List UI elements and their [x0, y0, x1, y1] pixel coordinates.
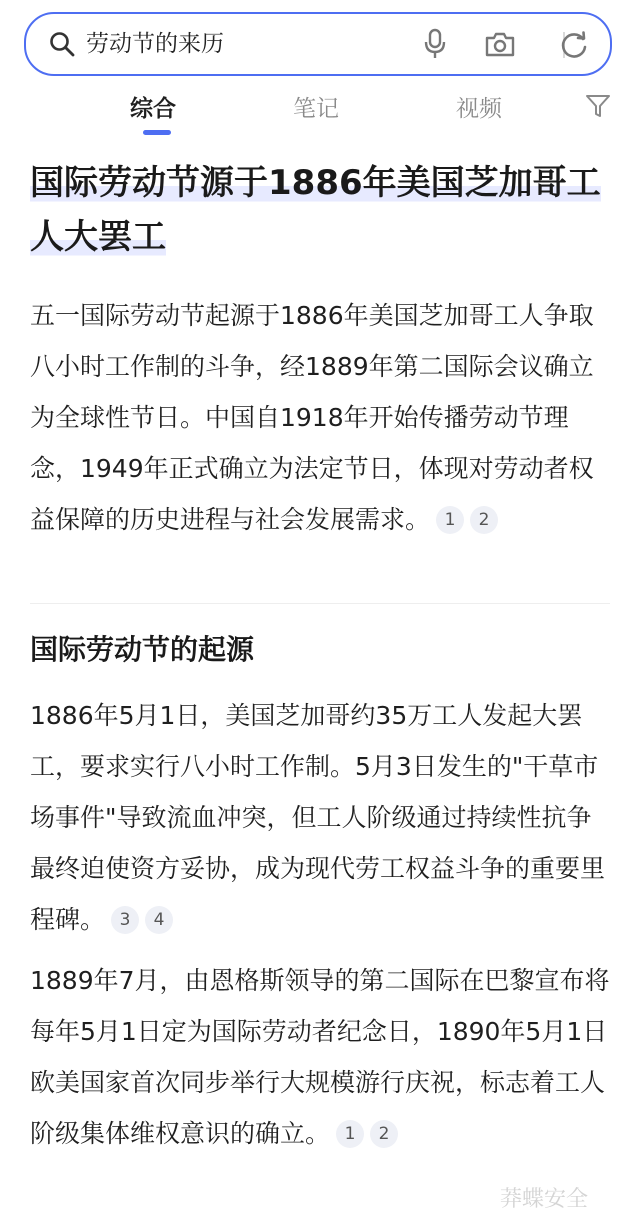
reference-badge[interactable]: 1 [436, 506, 464, 534]
tab-bar [0, 84, 640, 140]
summary-text: 五一国际劳动节起源于1886年美国芝加哥工人争取八小时工作制的斗争，经1889年第二国际会议确立为全球性节日。中国自1918年开始传播劳动节理念，1949年正式确立为法定节日，体现对劳动者权益保障的历史进程与社会发展需求。 [30, 301, 594, 534]
paragraph-text: 1886年5月1日，美国芝加哥约35万工人发起大罢工，要求实行八小时工作制。5月3日发生的"干草市场事件"导致流血冲突，但工人阶级通过持续性抗争最终迫使资方妥协，成为现代劳工权益斗争的重要里程碑。 [30, 701, 606, 934]
search-icon[interactable] [48, 30, 76, 58]
reference-badge[interactable]: 2 [470, 506, 498, 534]
microphone-icon[interactable] [423, 28, 447, 60]
reference-badge[interactable]: 3 [111, 906, 139, 934]
refresh-icon[interactable] [559, 30, 589, 60]
watermark: 莽蝶安全 [500, 1187, 589, 1212]
section-title: 国际劳动节的起源 [30, 633, 255, 666]
tab-video[interactable]: 视频 [456, 96, 502, 122]
headline-text: 国际劳动节源于1886年美国芝加哥工人大罢工 [30, 163, 601, 257]
reference-badge[interactable]: 4 [145, 906, 173, 934]
origin-paragraph-2 [30, 955, 612, 1159]
reference-badge[interactable]: 1 [336, 1120, 364, 1148]
camera-icon[interactable] [484, 30, 516, 58]
answer-headline [30, 156, 610, 264]
origin-paragraph-1 [30, 690, 612, 945]
search-bar[interactable] [24, 12, 612, 76]
section-divider [30, 603, 610, 604]
answer-summary [30, 290, 612, 545]
filter-icon[interactable] [585, 93, 611, 119]
tab-comprehensive[interactable]: 综合 [130, 96, 176, 122]
search-input[interactable]: 劳动节的来历 [86, 31, 224, 57]
paragraph-text: 1889年7月，由恩格斯领导的第二国际在巴黎宣布将每年5月1日定为国际劳动者纪念日，1890年5月1日欧美国家首次同步举行大规模游行庆祝，标志着工人阶级集体维权意识的确立。 [30, 966, 610, 1148]
tab-notes[interactable]: 笔记 [293, 96, 339, 122]
reference-badge[interactable]: 2 [370, 1120, 398, 1148]
active-tab-indicator [143, 130, 171, 135]
